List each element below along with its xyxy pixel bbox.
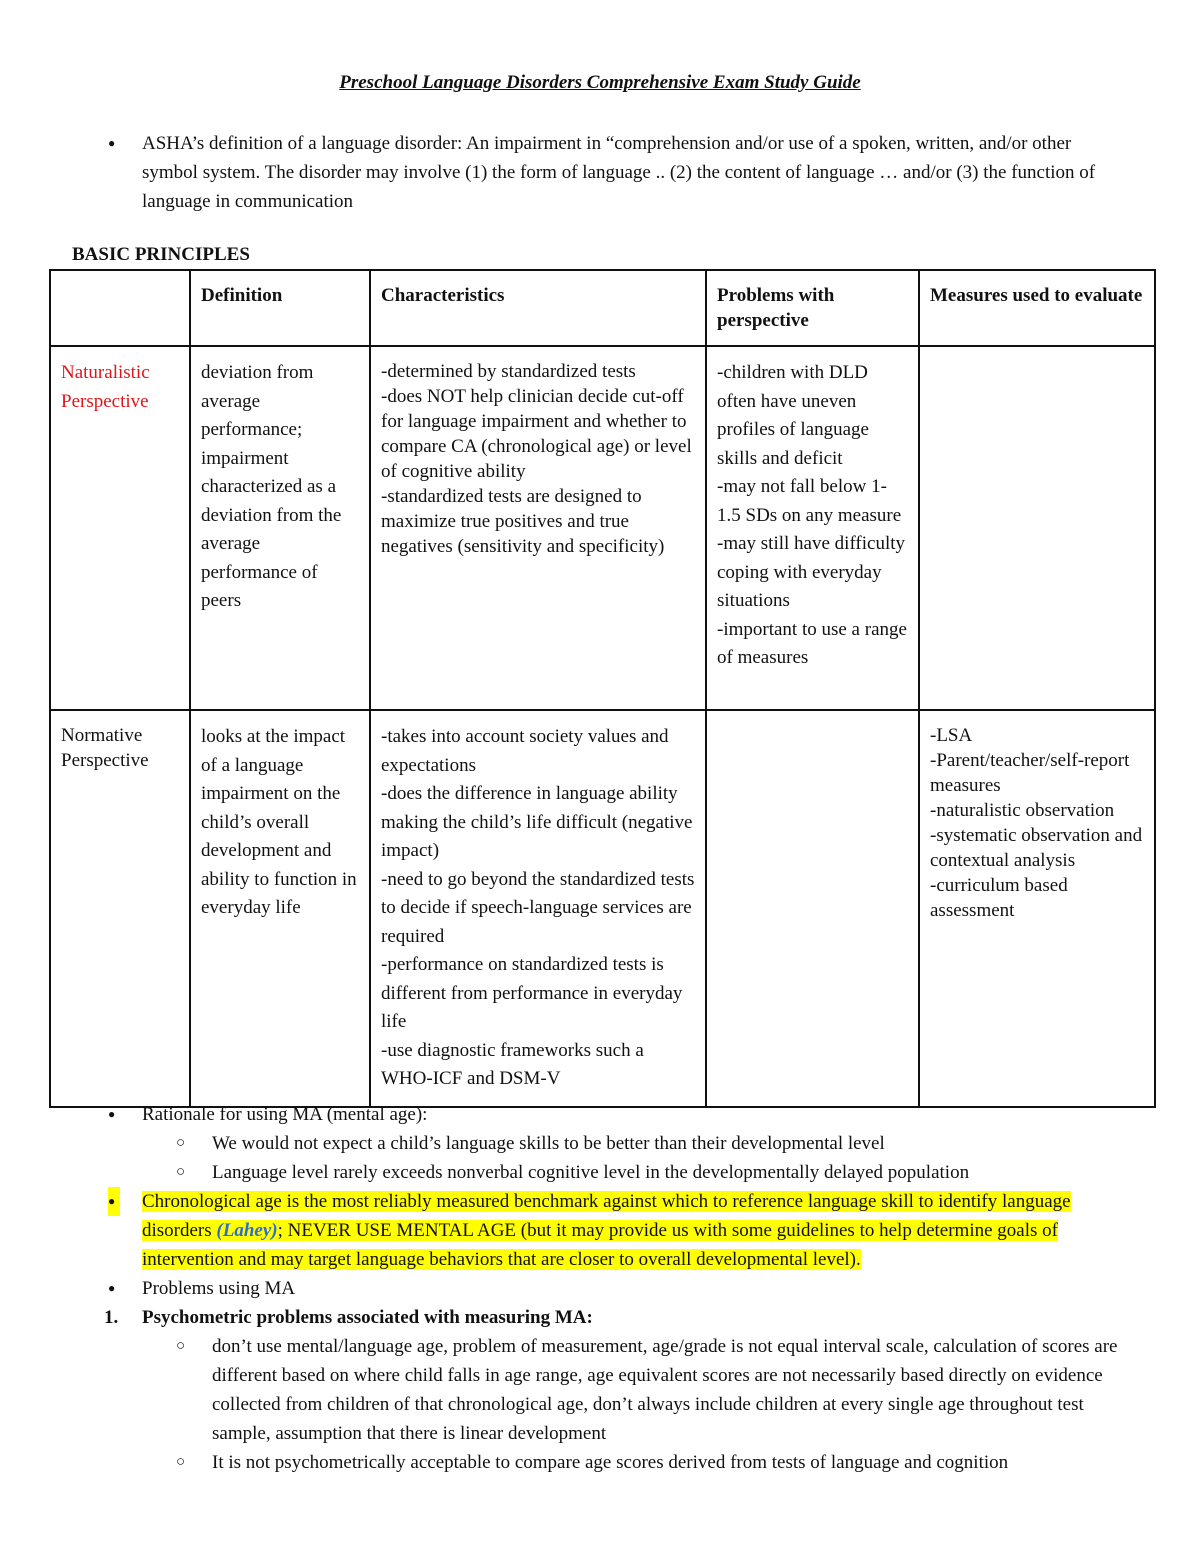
rationale-label: Rationale for using MA (mental age): [142,1104,428,1125]
bullet-icon: ● [108,1107,116,1121]
table-header-cell: Measures used to evaluate [919,270,1155,346]
rationale-sublist [0,1129,1200,1187]
list-item [0,1100,1200,1129]
psychometric-heading: Psychometric problems associated with measuring MA: [142,1307,593,1328]
psychometric-sublist [0,1332,1200,1477]
sub-bullet-icon: ○ [176,1338,186,1354]
sub-item-text: We would not expect a child’s language skills to be better than their developmental level [212,1133,885,1154]
list-item [0,1129,1200,1158]
item-number: 1. [104,1307,119,1328]
asha-definition: ASHA’s definition of a language disorder: An impairment in “comprehension and/or use of a spoken, written, and/or other symbol system. The disorder may involve (1) the form of language .. (2) the content of language … and/or (3) the function of language in communication [142,133,1096,212]
row-label: Normative Perspective [50,710,190,1107]
problems-cell [706,710,919,1107]
page-title: Preschool Language Disorders Comprehensive Exam Study Guide [339,72,861,93]
principles-table [49,269,1156,1108]
sub-bullet-icon: ○ [176,1164,186,1180]
characteristics-cell: -determined by standardized tests -does NOT help clinician decide cut-off for language impairment and whether to compare CA (chronological age) or level of cognitive ability -standardized tests are designed to maximize true positives and true negatives (sensitivity and specificity) [370,346,706,710]
table-header-cell: Characteristics [370,270,706,346]
measures-cell [919,346,1155,710]
definition-cell: deviation from average performance; impairment characterized as a deviation from the average performance of peers [190,346,370,710]
problems-cell: -children with DLD often have uneven profiles of language skills and deficit -may not fall below 1-1.5 SDs on any measure -may still have difficulty coping with everyday situations -important to use a range of measures [706,346,919,710]
highlighted-item [0,1187,1200,1274]
bullet-icon: ● [108,1187,120,1216]
table-header-cell: Definition [190,270,370,346]
sub-bullet-icon: ○ [176,1135,186,1151]
sub-item-text: It is not psychometrically acceptable to compare age scores derived from tests of language and cognition [212,1452,1009,1473]
highlighted-text [142,1191,1071,1270]
bullet-icon: ● [108,1281,116,1295]
intro-list [0,129,1200,216]
bullet-icon: ● [108,136,116,150]
numbered-heading [0,1303,1200,1332]
definition-cell: looks at the impact of a language impairment on the child’s overall development and ability to function in everyday life [190,710,370,1107]
list-item [0,129,1200,216]
table-header-cell [50,270,190,346]
sub-item-text: don’t use mental/language age, problem of measurement, age/grade is not equal interval scale, calculation of scores are different based on where child falls in age range, age equivalent scores are not necessarily based directly on evidence collected from children of that chronological age, don’t always include children at every single age throughout test sample, assumption that there is linear development [212,1336,1118,1444]
row-label: Naturalistic Perspective [50,346,190,710]
characteristics-cell: -takes into account society values and expectations -does the difference in language ability making the child’s life difficult (negative impact) -need to go beyond the standardized tests to decide if speech-language services are required -performance on standardized tests is different from performance in everyday life -use diagnostic frameworks such a WHO-ICF and DSM-V [370,710,706,1107]
notes-list [0,1100,1200,1129]
list-item [0,1332,1200,1448]
measures-cell: -LSA -Parent/teacher/self-report measures -naturalistic observation -systematic observation and contextual analysis -curriculum based assessment [919,710,1155,1107]
table-header-row [50,270,1155,346]
notes-section [0,1100,1200,1477]
highlight-text-end: ; NEVER USE MENTAL AGE (but it may provide us with some guidelines to help determine goals of intervention and may target language behaviors that are closer to overall developmental level). [142,1220,1058,1270]
problems-ma-label: Problems using MA [142,1278,296,1299]
list-item [0,1274,1200,1303]
table-row [50,346,1155,710]
table-header-cell: Problems with perspective [706,270,919,346]
list-item [0,1448,1200,1477]
list-item [0,1158,1200,1187]
sub-bullet-icon: ○ [176,1454,186,1470]
sub-item-text: Language level rarely exceeds nonverbal cognitive level in the developmentally delayed population [212,1162,970,1183]
section-heading: BASIC PRINCIPLES [72,244,250,265]
highlight-text-start: Chronological age is the most reliably measured benchmark against which to reference language skill to identify language disorders [142,1191,1071,1241]
citation-lahey: (Lahey) [216,1220,278,1241]
table-row [50,710,1155,1107]
notes-list [0,1187,1200,1303]
